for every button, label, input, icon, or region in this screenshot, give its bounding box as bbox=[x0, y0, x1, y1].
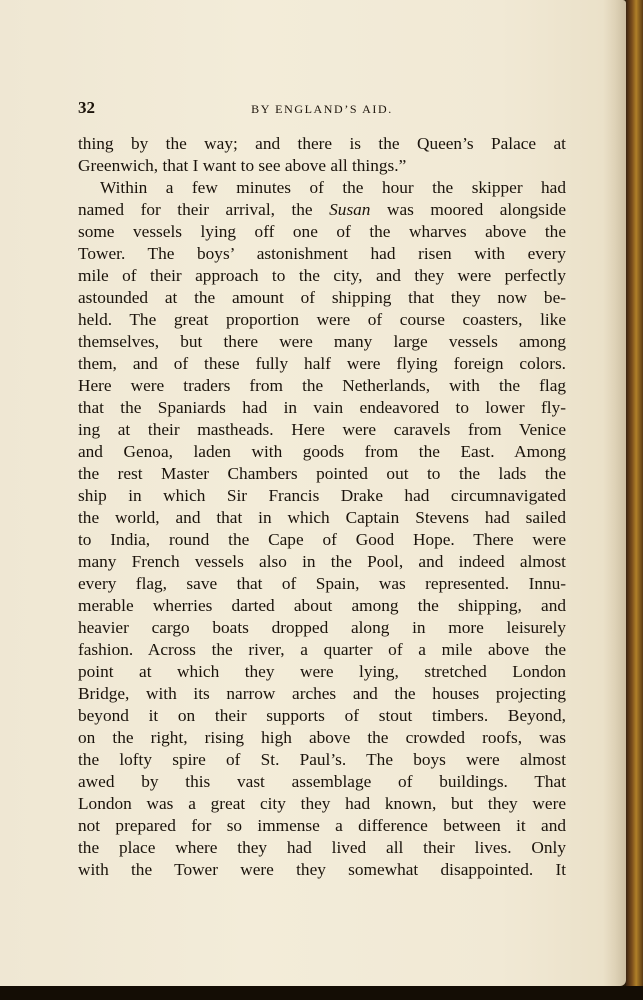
text-line: with the Tower were they somewhat disappointed. It bbox=[78, 860, 566, 879]
text-line: the rest Master Chambers pointed out to the lads the bbox=[78, 464, 566, 483]
text-line: many French vessels also in the Pool, and indeed almost bbox=[78, 552, 566, 571]
text-fragment: named for their arrival, the bbox=[78, 200, 330, 219]
text-line: that the Spaniards had in vain endeavored to lower fly- bbox=[78, 398, 566, 417]
bottom-scan-border bbox=[0, 986, 643, 1000]
text-line: the world, and that in which Captain Stevens had sailed bbox=[78, 508, 566, 527]
text-line: awed by this vast assemblage of buildings. That bbox=[78, 772, 566, 791]
book-binding-edge bbox=[626, 0, 643, 1000]
text-line: not prepared for so immense a difference between it and bbox=[78, 816, 566, 835]
page-number: 32 bbox=[78, 98, 95, 117]
body-text bbox=[78, 133, 566, 881]
text-line: held. The great proportion were of course coasters, like bbox=[78, 310, 566, 329]
text-line: fashion. Across the river, a quarter of a mile above the bbox=[78, 640, 566, 659]
text-line: some vessels lying off one of the wharves above the bbox=[78, 222, 566, 241]
text-line: them, and of these fully half were flying foreign colors. bbox=[78, 354, 566, 373]
text-line-with-ship-name bbox=[78, 199, 566, 221]
page-edge-shadow bbox=[603, 0, 627, 986]
text-line: themselves, but there were many large vessels among bbox=[78, 332, 566, 351]
text-line: the lofty spire of St. Paul’s. The boys were almost bbox=[78, 750, 566, 769]
text-fragment: was moored alongside bbox=[370, 200, 566, 219]
ship-name: Susan bbox=[329, 200, 371, 219]
text-line: London was a great city they had known, but they were bbox=[78, 794, 566, 813]
text-line: ship in which Sir Francis Drake had circumnavigated bbox=[78, 486, 566, 505]
text-line: Bridge, with its narrow arches and the houses projecting bbox=[78, 684, 566, 703]
running-head: BY ENGLAND’S AID. bbox=[251, 102, 393, 116]
text-line: mile of their approach to the city, and they were perfectly bbox=[78, 266, 566, 285]
text-line: every flag, save that of Spain, was represented. Innu- bbox=[78, 574, 566, 593]
text-line: the place where they had lived all their lives. Only bbox=[78, 838, 566, 857]
text-line: astounded at the amount of shipping that they now be- bbox=[78, 288, 566, 307]
text-line: and Genoa, laden with goods from the East. Among bbox=[78, 442, 566, 461]
text-line: Within a few minutes of the hour the skipper had bbox=[100, 178, 566, 197]
text-line: Here were traders from the Netherlands, with the flag bbox=[78, 376, 566, 395]
text-line: point at which they were lying, stretched London bbox=[78, 662, 566, 681]
text-line: merable wherries darted about among the shipping, and bbox=[78, 596, 566, 615]
text-line: to India, round the Cape of Good Hope. There were bbox=[78, 530, 566, 549]
text-line: beyond it on their supports of stout timbers. Beyond, bbox=[78, 706, 566, 725]
text-line: thing by the way; and there is the Queen’s Palace at bbox=[78, 134, 566, 153]
text-line: Greenwich, that I want to see above all things.” bbox=[78, 156, 407, 175]
text-line: heavier cargo boats dropped along in more leisurely bbox=[78, 618, 566, 637]
text-line: Tower. The boys’ astonishment had risen with every bbox=[78, 244, 566, 263]
text-line: ing at their mastheads. Here were caravels from Venice bbox=[78, 420, 566, 439]
text-line: on the right, rising high above the crowded roofs, was bbox=[78, 728, 566, 747]
